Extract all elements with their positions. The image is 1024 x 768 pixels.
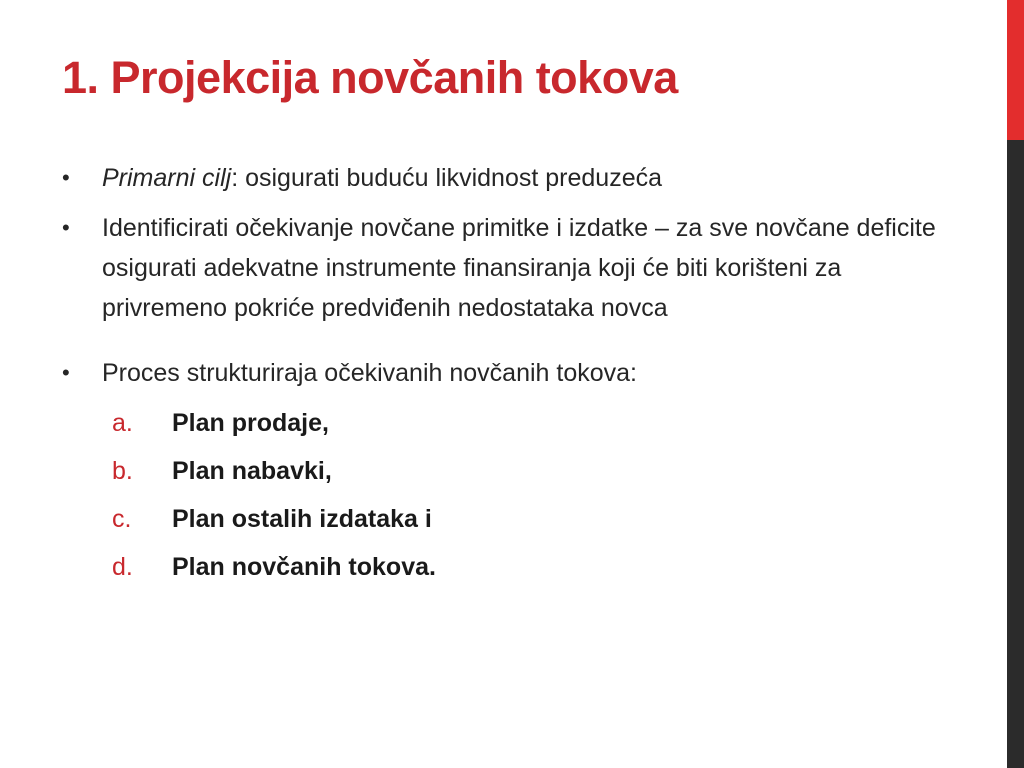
plan-list-item bbox=[112, 499, 962, 539]
bullet-text: Proces strukturiraja očekivanih novčanih tokova: bbox=[102, 359, 637, 387]
bullet-identify bbox=[62, 208, 962, 328]
plan-list-item bbox=[112, 403, 962, 443]
list-marker: a. bbox=[112, 409, 133, 437]
plan-list bbox=[62, 403, 962, 587]
accent-bar-dark bbox=[1007, 140, 1024, 768]
bullet-dot: • bbox=[62, 215, 70, 240]
list-item-text: Plan ostalih izdataka i bbox=[172, 505, 432, 533]
slide-content bbox=[62, 158, 962, 595]
accent-bar-red bbox=[1007, 0, 1024, 140]
list-item-text: Plan prodaje, bbox=[172, 409, 329, 437]
slide-title: 1. Projekcija novčanih tokova bbox=[62, 52, 678, 103]
bullet-dot: • bbox=[62, 360, 70, 385]
plan-list-item bbox=[112, 547, 962, 587]
bullet-process bbox=[62, 353, 962, 393]
list-item-text: Plan novčanih tokova. bbox=[172, 553, 436, 581]
bullet-emphasis: Primarni cilj bbox=[102, 164, 232, 192]
bullet-primary-goal bbox=[62, 158, 962, 198]
list-marker: c. bbox=[112, 505, 132, 533]
list-marker: b. bbox=[112, 457, 133, 485]
bullet-text: Identificirati očekivanje novčane primitke i izdatke – za sve novčane deficite osigurati adekvatne instrumente finansiranja koji će biti korišteni za privremeno pokriće predviđenih nedostataka novca bbox=[102, 214, 936, 322]
bullet-text: : osigurati buduću likvidnost preduzeća bbox=[231, 164, 662, 192]
list-marker: d. bbox=[112, 553, 133, 581]
bullet-dot: • bbox=[62, 165, 70, 190]
plan-list-item bbox=[112, 451, 962, 491]
list-item-text: Plan nabavki, bbox=[172, 457, 332, 485]
